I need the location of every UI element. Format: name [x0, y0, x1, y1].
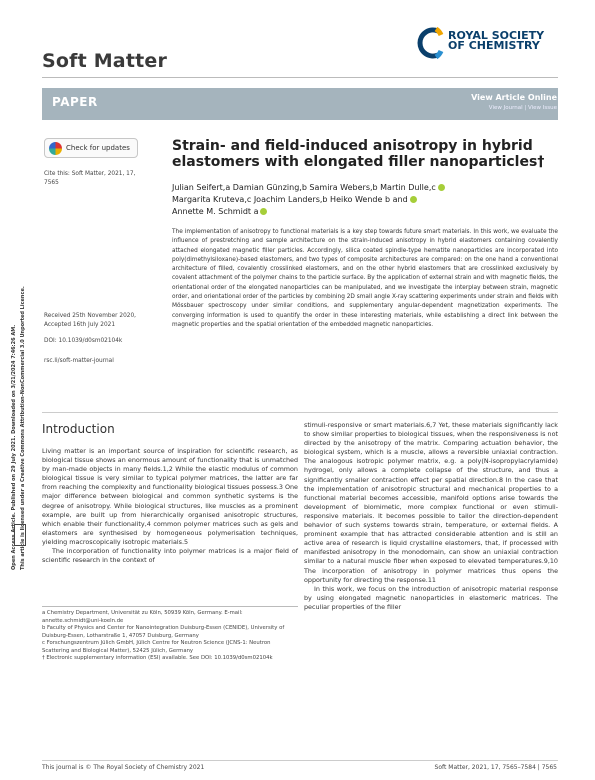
- view-journal-link[interactable]: View Journal | View Issue: [488, 105, 557, 111]
- citation: Cite this: Soft Matter, 2021, 17, 7565: [44, 171, 136, 186]
- body-column-right: [304, 421, 558, 612]
- journal-title: Soft Matter: [42, 50, 168, 72]
- footnote-a: a Chemistry Department, Universität zu Köln, 50939 Köln, Germany. E-mail: annette.schmidt@uni-koeln.de: [42, 610, 243, 624]
- side-license-line2: This article is licensed under a Creative Commons Attribution-NonCommercial 3.0 Unported Licence.: [20, 286, 26, 570]
- authors-line3: Annette M. Schmidt a: [172, 207, 259, 216]
- footnote-rule: [42, 606, 298, 607]
- side-license-line1: Open Access Article. Published on 29 July 2021. Downloaded on 3/21/2024 7:46:26 AM.: [11, 324, 17, 570]
- intro-paragraph: Living matter is an important source of inspiration for scientific research, as biological tissue shows an enormous amount of functionality that is unmatched by man-made objects in many fields.1,2 While the elastic modulus of common biological tissue is very similar to typical polymer matrices, the latter are far from reaching the complexity and functionality biological tissues possess.3 One major difference between biological and common synthetic systems is the degree of anisotropy. While biological structures, like muscles as a prominent example, are built up from hierarchically organised anisotropic structures, which enable their functionality,4 common polymer matrices such as gels and elastomers are synthesised by homogeneous polymerisation techniques, yielding macroscopically isotropic materials.5: [42, 447, 298, 546]
- orcid-icon[interactable]: [410, 196, 417, 203]
- body-column-left: [42, 447, 298, 565]
- footnote-c: c Forschungszentrum Jülich GmbH, Jülich Centre for Neutron Science (JCNS-1: Neutron Scattering and Biological Matter), 52425 Jülich, Germany: [42, 640, 271, 654]
- intro-paragraph: stimuli-responsive or smart materials.6,7 Yet, these materials significantly lack to show similar properties to biological tissues, when the responsiveness is not directed by the anisotropy of the matrix. Comparing actuation behavior, the biological system, which is a muscle, allows a reversible uniaxial contraction. The analogous isotropic polymer matrix, e.g. a poly(N-isopropylacrylamide) hydrogel, only allows a complete collapse of the structure, and thus a significantly smaller contraction effect per spatial direction.8 In the case that the implementation of anisotropic structural and mechanical properties to a functional material becomes accessible, manifold options arise towards the development of biomimetic, more complex functional or even stimuli-responsive materials. It becomes possible to tailor the direction-dependent behavior of such systems towards strain, temperature, or external fields. A prominent example that has attracted considerable attention and is still an active area of research is liquid crystalline elastomers, that, if processed with manifested anisotropy in the monodomain, can show an uniaxial contraction similar to a natural muscle fiber when exposed to elevated temperatures.9,10 The incorporation of anisotropy in polymer matrices thus opens the opportunity for directing the response.11: [304, 421, 558, 584]
- orcid-icon[interactable]: [260, 208, 267, 215]
- doi[interactable]: DOI: 10.1039/d0sm02104k: [44, 338, 123, 344]
- footnote-b: b Faculty of Physics and Center for Nanointegration Duisburg-Essen (CENIDE), University of Duisburg-Essen, Lotharstraße 1, 47057 Duisburg, Germany: [42, 625, 285, 639]
- rsc-ring-icon: [414, 25, 444, 61]
- footer-rule: [42, 760, 558, 761]
- accepted-date: Accepted 16th July 2021: [44, 321, 116, 328]
- check-for-updates-button[interactable]: [44, 138, 138, 158]
- check-for-updates-label: Check for updates: [66, 144, 130, 152]
- crossmark-icon: [49, 142, 62, 155]
- author-list: [172, 182, 472, 218]
- footer-copyright: This journal is © The Royal Society of Chemistry 2021: [42, 764, 205, 771]
- paper-label: PAPER: [52, 95, 98, 109]
- footnote-esi: † Electronic supplementary information (ESI) available. See DOI: 10.1039/d0sm02104k: [42, 655, 273, 661]
- journal-url[interactable]: rsc.li/soft-matter-journal: [44, 358, 114, 364]
- authors-line1: Julian Seifert,a Damian Günzing,b Samira Webers,b Martin Dulle,c: [172, 183, 436, 192]
- rsc-logo: [414, 25, 564, 65]
- header-rule: [42, 77, 558, 78]
- received-date: Received 25th November 2020,: [44, 313, 136, 319]
- authors-line2: Margarita Kruteva,c Joachim Landers,b Heiko Wende b and: [172, 195, 408, 204]
- orcid-icon[interactable]: [438, 184, 445, 191]
- introduction-heading: Introduction: [42, 422, 115, 436]
- footer-page-info: Soft Matter, 2021, 17, 7565–7584 | 7565: [434, 764, 557, 771]
- side-license: [3, 100, 33, 570]
- intro-paragraph: The incorporation of functionality into polymer matrices is a major field of scientific research in the context of: [42, 547, 298, 565]
- abstract: The implementation of anisotropy to functional materials is a key step towards future smart materials. In this work, we evaluate the influence of prestretching and sample architecture on the strain-induced anisotropy in hybrid elastomers containing covalently attached elongated magnetic filler particles. Accordingly, silica coated spindle-type hematite nanoparticles are incorporated into poly(dimethylsiloxane)-based elastomers, and two types of composite architectures are compared: on the one hand a conventional architecture of filled, covalently crosslinked elastomers, and on the other hybrid elastomers that are crosslinked exclusively by covalent attachment of the polymer chains to the particle surface. By the application of external strain and with magnetic fields, the orientational order of the elongated nanoparticles can be manipulated, and we investigate the interplay between strain, magnetic order, and orientational order of the particles by combining 2D small angle X-ray scattering experiments under strain and fields with Mössbauer spectroscopy under similar conditions, and supplementary angular-dependent magnetization experiments. The converging information is used to quantify the order in these interesting materials, while establishing a direct link between the magnetic properties and the spatial orientation of the embedded magnetic nanoparticles.: [172, 229, 558, 328]
- footnotes: [42, 610, 298, 663]
- cc-license-icon: [14, 524, 26, 546]
- received-dates: [44, 312, 154, 329]
- article-title: Strain- and field-induced anisotropy in hybrid elastomers with elongated filler nanoparticles†: [172, 138, 545, 170]
- rsc-line1: ROYAL SOCIETY: [448, 29, 545, 42]
- view-article-online-link[interactable]: View Article Online: [471, 93, 557, 102]
- rsc-line2: OF CHEMISTRY: [448, 39, 540, 52]
- section-rule: [42, 412, 558, 413]
- intro-paragraph: In this work, we focus on the introduction of anisotropic material response by using elongated magnetic nanoparticles in elastomeric matrices. The peculiar properties of the filler: [304, 584, 558, 611]
